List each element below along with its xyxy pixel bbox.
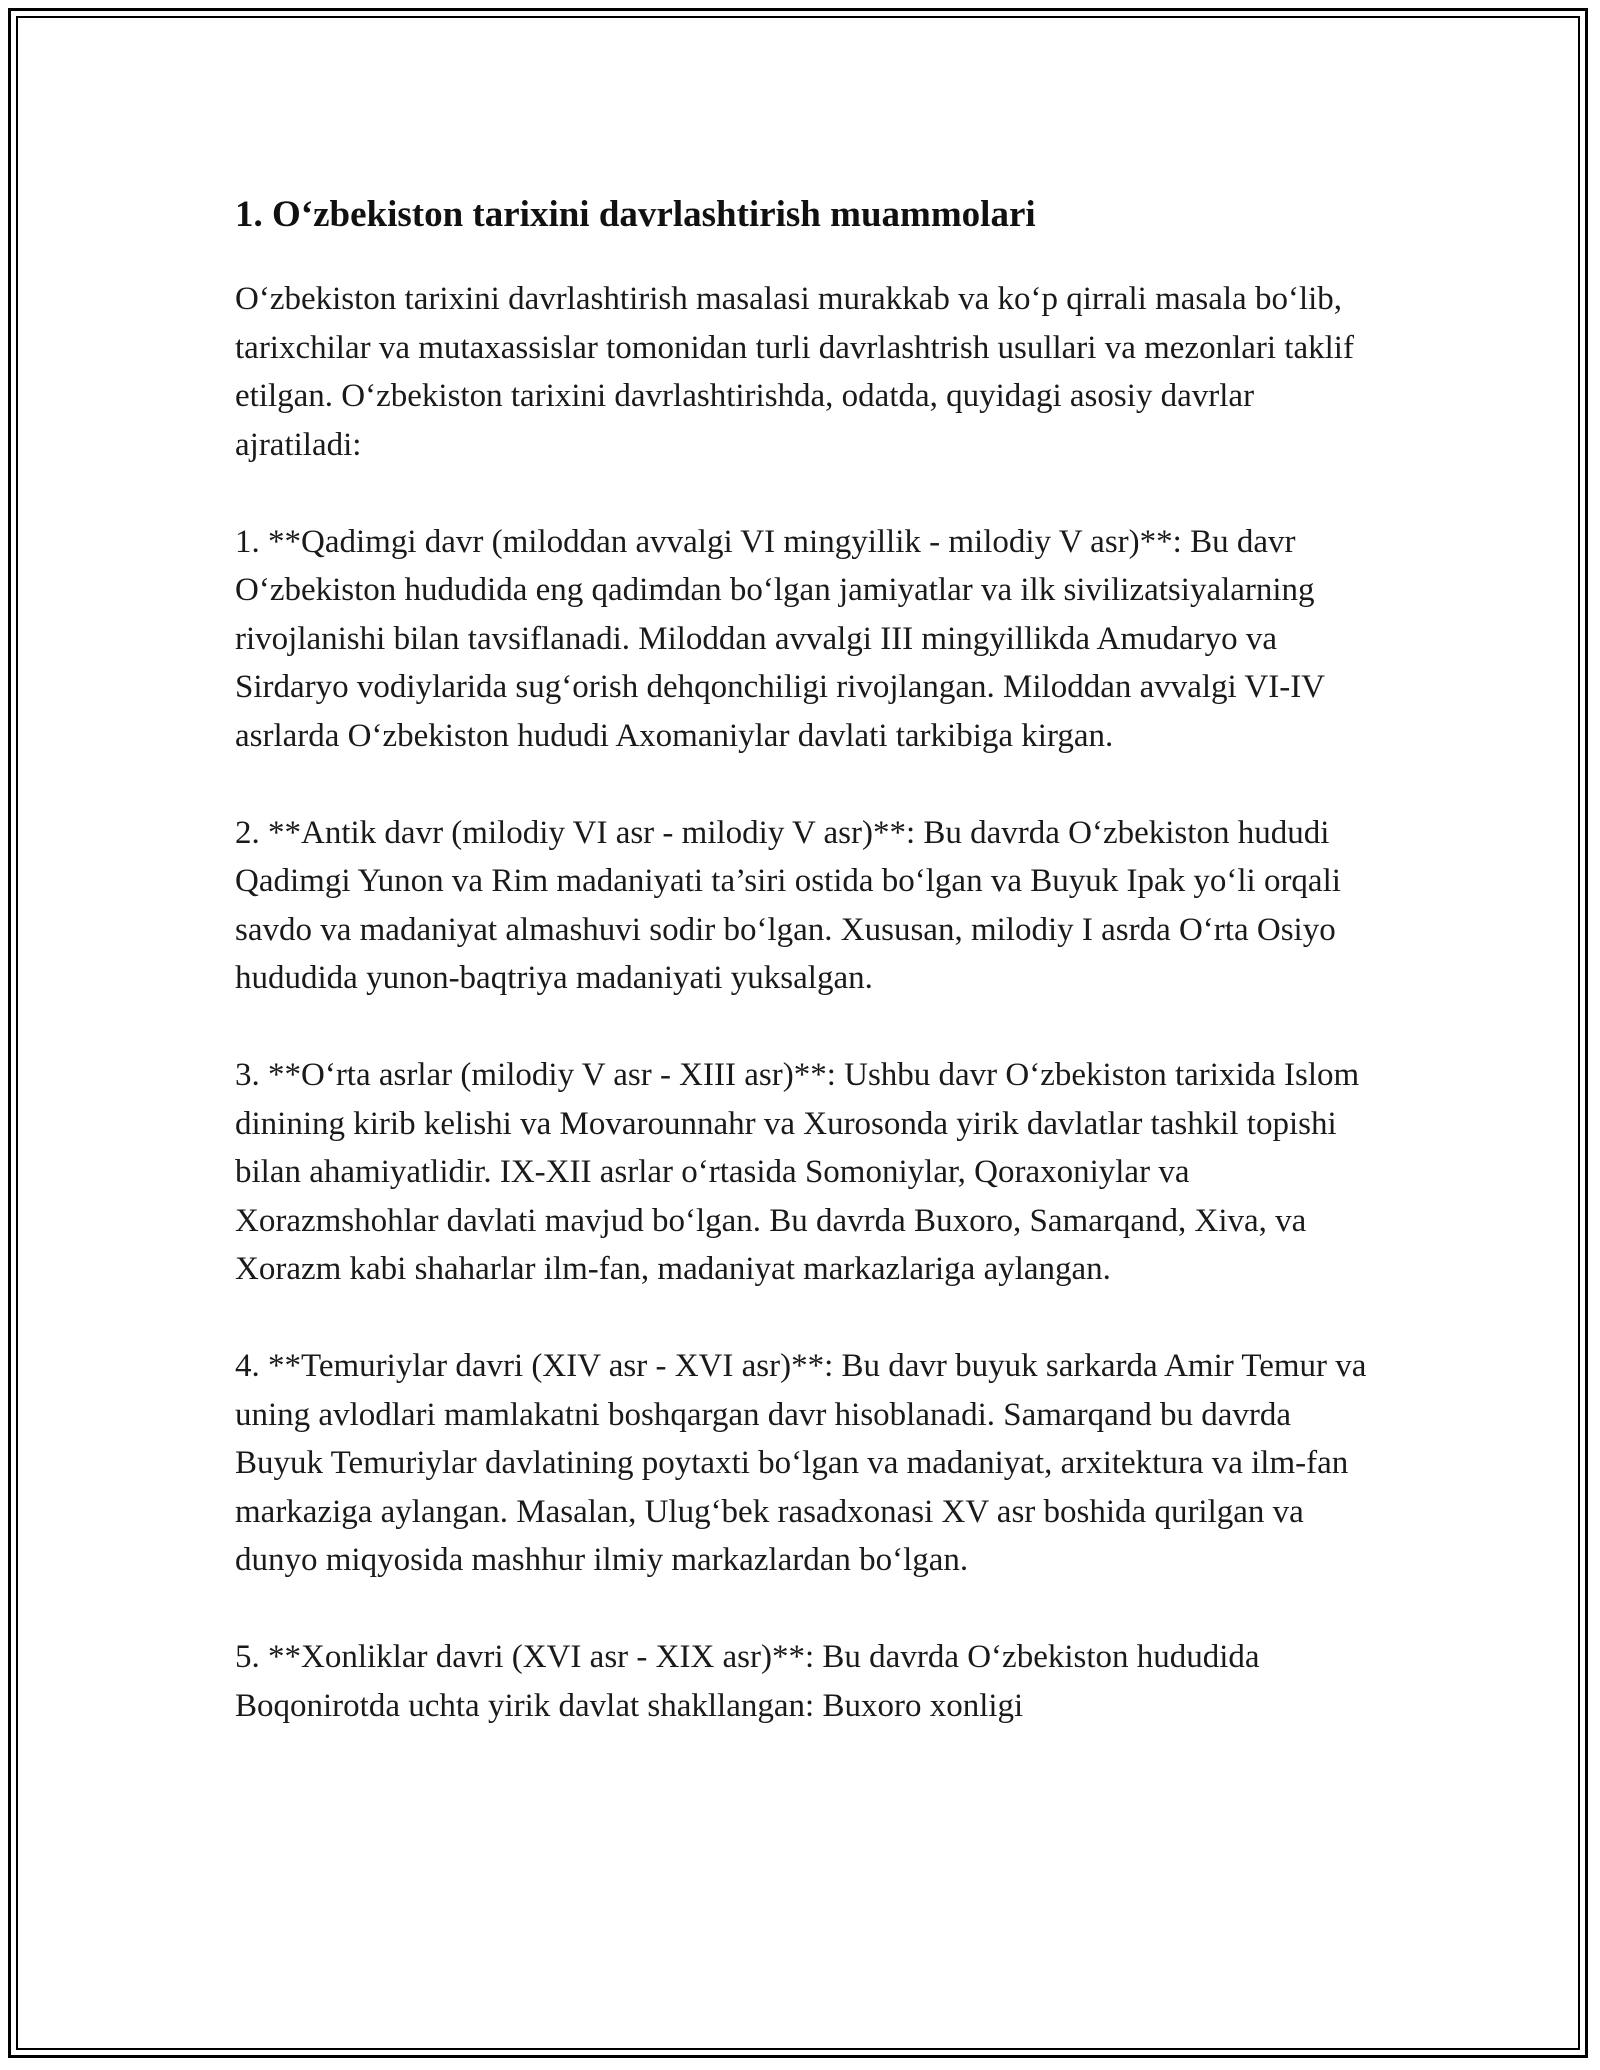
- period-5-paragraph: 5. **Xonliklar davri (XVI asr - XIX asr)**: Bu davrda O‘zbekiston hududida Boqonirotda uchta yirik davlat shakllangan: Buxoro xonligi: [235, 1639, 1260, 1724]
- period-2-paragraph: 2. **Antik davr (milodiy VI asr - milodiy V asr)**: Bu davrda O‘zbekiston hududi Qadimgi Yunon va Rim madaniyati ta’siri ostida bo‘lgan va Buyuk Ipak yo‘li orqali savdo va madaniyat almashuvi sodir bo‘lgan. Xususan, milodiy I asrda O‘rta Osiyo hududida yunon-baqtriya madaniyati yuksalgan.: [235, 814, 1341, 996]
- period-4-paragraph: 4. **Temuriylar davri (XIV asr - XVI asr)**: Bu davr buyuk sarkarda Amir Temur va uning avlodlari mamlakatni boshqargan davr hisoblanadi. Samarqand bu davrda Buyuk Temuriylar davlatining poytaxti bo‘lgan va madaniyat, arxitektura va ilm-fan markaziga aylangan. Masalan, Ulug‘bek rasadxonasi XV asr boshida qurilgan va dunyo miqyosida mashhur ilmiy markazlardan bo‘lgan.: [235, 1348, 1367, 1578]
- intro-paragraph: O‘zbekiston tarixini davrlashtirish masalasi murakkab va ko‘p qirrali masala bo‘lib, tarixchilar va mutaxassislar tomonidan turli davrlashtrish usullari va mezonlari taklif etilgan. O‘zbekiston tarixini davrlashtirishda, odatda, quyidagi asosiy davrlar ajratiladi:: [235, 281, 1354, 463]
- document-body: [235, 185, 1385, 1779]
- period-1-paragraph: 1. **Qadimgi davr (miloddan avvalgi VI mingyillik - milodiy V asr)**: Bu davr O‘zbekiston hududida eng qadimdan bo‘lgan jamiyatlar va ilk sivilizatsiyalarning rivojlanishi bilan tavsiflanadi. Miloddan avvalgi III mingyillikda Amudaryo va Sirdaryo vodiylarida sug‘orish dehqonchiligi rivojlangan. Miloddan avvalgi VI-IV asrlarda O‘zbekiston hududi Axomaniylar davlati tarkibiga kirgan.: [235, 523, 1325, 754]
- document-title: 1. O‘zbekiston tarixini davrlashtirish muammolari: [235, 194, 1036, 235]
- period-3-paragraph: 3. **O‘rta asrlar (milodiy V asr - XIII asr)**: Ushbu davr O‘zbekiston tarixida Islom dinining kirib kelishi va Movarounnahr va Xurosonda yirik davlatlar tashkil topishi bilan ahamiyatlidir. IX-XII asrlar o‘rtasida Somoniylar, Qoraxoniylar va Xorazmshohlar davlati mavjud bo‘lgan. Bu davrda Buxoro, Samarqand, Xiva, va Xorazm kabi shaharlar ilm-fan, madaniyat markazlariga aylangan.: [235, 1057, 1360, 1287]
